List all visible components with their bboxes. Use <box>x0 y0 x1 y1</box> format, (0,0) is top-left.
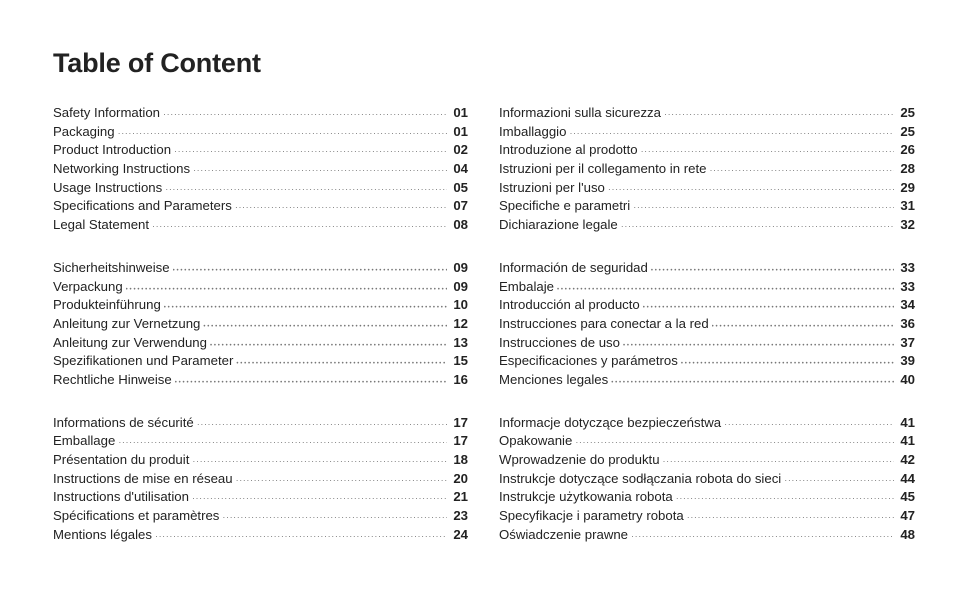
toc-entry[interactable] <box>53 104 468 123</box>
toc-entry-page: 25 <box>900 123 915 139</box>
toc-entry-label: Introducción al producto <box>499 297 640 313</box>
toc-entry[interactable] <box>499 507 915 526</box>
toc-entry[interactable] <box>53 197 468 216</box>
toc-entry-page: 17 <box>453 414 468 430</box>
toc-entry[interactable] <box>53 296 468 315</box>
toc-entry[interactable] <box>499 179 915 198</box>
dot-leader <box>165 180 447 199</box>
toc-entry[interactable] <box>499 315 915 334</box>
toc-entry[interactable] <box>53 488 468 507</box>
toc-entry-label: Legal Statement <box>53 217 150 233</box>
toc-entry-label: Opakowanie <box>499 433 573 449</box>
toc-entry-label: Oświadczenie prawne <box>499 526 629 542</box>
toc-entry-label: Packaging <box>53 123 115 139</box>
dot-leader <box>633 198 894 217</box>
toc-entry-page: 41 <box>900 433 915 449</box>
dot-leader <box>651 260 894 281</box>
toc-section-spanish <box>499 259 915 390</box>
dot-leader <box>608 180 894 199</box>
toc-entry-label: Networking Instructions <box>53 161 191 177</box>
toc-entry-page: 40 <box>900 371 915 387</box>
toc-entry[interactable] <box>499 104 915 123</box>
toc-entry[interactable] <box>499 371 915 390</box>
toc-entry[interactable] <box>499 432 915 451</box>
dot-leader <box>687 508 894 527</box>
toc-section-english <box>53 104 468 235</box>
toc-entry-page: 26 <box>900 142 915 158</box>
toc-entry[interactable] <box>53 470 468 489</box>
toc-section-italian <box>499 104 915 235</box>
toc-entry-label: Dichiarazione legale <box>499 217 618 233</box>
toc-entry[interactable] <box>499 334 915 353</box>
dot-leader <box>611 372 894 393</box>
dot-leader <box>192 489 447 508</box>
toc-entry-label: Instrukcje dotyczące sodłączania robota do sieci <box>499 470 782 486</box>
dot-leader <box>575 433 894 452</box>
dot-leader <box>631 527 894 546</box>
toc-entry-page: 23 <box>453 508 468 524</box>
toc-entry-page: 25 <box>900 105 915 120</box>
dot-leader <box>724 415 894 434</box>
toc-section-french <box>53 414 468 545</box>
toc-column-left <box>53 104 468 568</box>
toc-entry-page: 33 <box>900 278 915 294</box>
toc-entry[interactable] <box>53 216 468 235</box>
dot-leader <box>155 527 447 546</box>
dot-leader <box>118 124 447 143</box>
toc-entry-label: Specifiche e parametri <box>499 198 631 214</box>
dot-leader <box>174 142 447 161</box>
toc-entry[interactable] <box>499 160 915 179</box>
dot-leader <box>236 471 447 490</box>
dot-leader <box>236 353 447 374</box>
toc-entry[interactable] <box>53 334 468 353</box>
toc-entry-label: Product Introduction <box>53 142 172 158</box>
toc-entry-page: 01 <box>453 105 468 120</box>
toc-entry[interactable] <box>53 414 468 433</box>
toc-entry-label: Istruzioni per l'uso <box>499 179 605 195</box>
toc-entry-page: 08 <box>453 217 468 233</box>
toc-entry[interactable] <box>499 296 915 315</box>
dot-leader <box>152 217 447 236</box>
toc-entry-label: Embalaje <box>499 278 554 294</box>
toc-entry[interactable] <box>499 197 915 216</box>
toc-entry[interactable] <box>499 352 915 371</box>
toc-entry-label: Instructions d'utilisation <box>53 489 189 505</box>
toc-entry-label: Présentation du produit <box>53 452 190 467</box>
toc-entry-page: 39 <box>900 353 915 369</box>
toc-entry[interactable] <box>53 352 468 371</box>
toc-entry-page: 37 <box>900 334 915 350</box>
toc-entry-page: 20 <box>453 470 468 486</box>
toc-entry-label: Wprowadzenie do produktu <box>499 452 660 467</box>
toc-entry-page: 44 <box>900 470 915 486</box>
toc-entry-page: 34 <box>900 297 915 313</box>
toc-entry-page: 18 <box>453 452 468 467</box>
toc-entry[interactable] <box>499 470 915 489</box>
toc-entry[interactable] <box>499 451 915 470</box>
toc-entry-page: 45 <box>900 489 915 505</box>
dot-leader <box>222 508 447 527</box>
toc-entry-page: 32 <box>900 217 915 233</box>
toc-entry[interactable] <box>53 278 468 297</box>
dot-leader <box>175 372 447 393</box>
toc-entry-label: Produkteinführung <box>53 297 161 313</box>
toc-entry-page: 13 <box>453 334 468 350</box>
toc-entry-label: Instrucciones para conectar a la red <box>499 315 709 331</box>
toc-entry-label: Verpackung <box>53 278 123 294</box>
toc-section-german <box>53 259 468 390</box>
dot-leader <box>118 433 447 452</box>
dot-leader <box>709 161 894 180</box>
toc-entry[interactable] <box>53 526 468 545</box>
dot-leader <box>569 124 894 143</box>
toc-entry[interactable] <box>53 160 468 179</box>
toc-entry-label: Informacje dotyczące bezpieczeństwa <box>499 414 722 430</box>
toc-entry-label: Emballage <box>53 433 116 449</box>
toc-entry-page: 48 <box>900 526 915 542</box>
toc-entry-label: Rechtliche Hinweise <box>53 371 172 387</box>
toc-entry[interactable] <box>499 216 915 235</box>
toc-entry-page: 41 <box>900 414 915 430</box>
dot-leader <box>192 452 447 471</box>
toc-entry[interactable] <box>53 179 468 198</box>
toc-entry-label: Instructions de mise en réseau <box>53 470 233 486</box>
toc-entry-page: 09 <box>453 259 468 275</box>
toc-entry-label: Sicherheitshinweise <box>53 259 170 275</box>
toc-entry-label: Anleitung zur Vernetzung <box>53 315 201 331</box>
dot-leader <box>164 297 447 318</box>
toc-entry-label: Istruzioni per il collegamento in rete <box>499 161 707 177</box>
dot-leader <box>197 415 447 434</box>
dot-leader <box>681 353 894 374</box>
toc-entry-page: 17 <box>453 433 468 449</box>
toc-entry[interactable] <box>53 432 468 451</box>
toc-entry[interactable] <box>53 507 468 526</box>
dot-leader <box>712 316 894 337</box>
toc-entry-label: Usage Instructions <box>53 179 163 195</box>
toc-entry-page: 15 <box>453 353 468 369</box>
toc-entry[interactable] <box>53 123 468 142</box>
toc-entry-label: Spécifications et paramètres <box>53 508 220 524</box>
dot-leader <box>126 279 447 300</box>
toc-entry-label: Anleitung zur Verwendung <box>53 334 207 350</box>
dot-leader <box>235 198 447 217</box>
toc-entry-page: 09 <box>453 278 468 294</box>
toc-entry[interactable] <box>499 488 915 507</box>
dot-leader <box>163 105 447 124</box>
toc-section-polish <box>499 414 915 545</box>
toc-entry-page: 29 <box>900 179 915 195</box>
toc-entry-label: Spezifikationen und Parameter <box>53 353 234 369</box>
toc-entry[interactable] <box>53 371 468 390</box>
toc-entry[interactable] <box>499 414 915 433</box>
toc-entry-label: Informazioni sulla sicurezza <box>499 105 661 120</box>
toc-entry-label: Instrucciones de uso <box>499 334 620 350</box>
toc-entry[interactable] <box>53 451 468 470</box>
toc-entry-page: 36 <box>900 315 915 331</box>
toc-entry-page: 07 <box>453 198 468 214</box>
toc-entry-page: 24 <box>453 526 468 542</box>
page-title: Table of Content <box>53 48 261 78</box>
toc-entry-label: Imballaggio <box>499 123 567 139</box>
dot-leader <box>173 260 447 281</box>
toc-entry-page: 42 <box>900 452 915 467</box>
toc-entry-page: 21 <box>453 489 468 505</box>
toc-entry-page: 33 <box>900 259 915 275</box>
toc-entry[interactable] <box>53 315 468 334</box>
toc-entry-page: 10 <box>453 297 468 313</box>
toc-entry-page: 28 <box>900 161 915 177</box>
toc-entry[interactable] <box>499 259 915 278</box>
dot-leader <box>784 471 894 490</box>
toc-entry[interactable] <box>499 141 915 160</box>
toc-entry-page: 05 <box>453 179 468 195</box>
toc-entry-label: Introduzione al prodotto <box>499 142 638 158</box>
toc-entry-page: 31 <box>900 198 915 214</box>
toc-entry-label: Mentions légales <box>53 526 152 542</box>
toc-entry-page: 47 <box>900 508 915 524</box>
toc-column-right <box>499 104 915 568</box>
dot-leader <box>203 316 447 337</box>
toc-entry-label: Menciones legales <box>499 371 609 387</box>
toc-entry-page: 02 <box>453 142 468 158</box>
toc-entry[interactable] <box>499 278 915 297</box>
dot-leader <box>641 142 894 161</box>
dot-leader <box>210 335 447 356</box>
toc-entry-page: 16 <box>453 371 468 387</box>
toc-entry-label: Informations de sécurité <box>53 414 194 430</box>
toc-entry-label: Specifications and Parameters <box>53 198 232 214</box>
toc-entry[interactable] <box>499 526 915 545</box>
dot-leader <box>676 489 894 508</box>
toc-entry-label: Información de seguridad <box>499 259 648 275</box>
toc-entry[interactable] <box>53 259 468 278</box>
dot-leader <box>663 452 894 471</box>
toc-entry-page: 01 <box>453 123 468 139</box>
toc-entry-label: Specyfikacje i parametry robota <box>499 508 684 524</box>
toc-entry[interactable] <box>53 141 468 160</box>
toc-entry-label: Instrukcje użytkowania robota <box>499 489 673 505</box>
toc-entry-label: Safety Information <box>53 105 161 120</box>
toc-entry-label: Especificaciones y parámetros <box>499 353 678 369</box>
dot-leader <box>664 105 894 124</box>
toc-entry[interactable] <box>499 123 915 142</box>
toc-entry-page: 12 <box>453 315 468 331</box>
toc-entry-page: 04 <box>453 161 468 177</box>
dot-leader <box>193 161 447 180</box>
dot-leader <box>621 217 894 236</box>
